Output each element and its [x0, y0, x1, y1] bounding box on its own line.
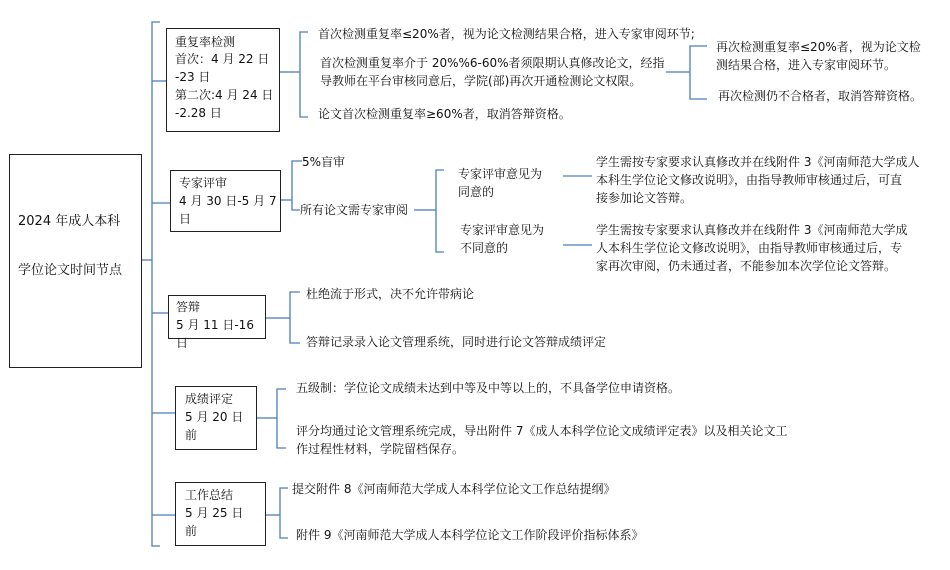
- node-expert-review: [170, 170, 281, 232]
- node5-item-attachment9: 附件 9《河南师范大学成人本科学位论文工作阶段评价指标体系》: [296, 528, 644, 542]
- node1-item-fail: 论文首次检测重复率≥60%者，取消答辩资格。: [318, 107, 571, 121]
- node3-item-record: 答辩记录录入论文管理系统，同时进行论文答辩成绩评定: [306, 335, 607, 349]
- node2-agree-line1: 专家评审意见为: [458, 167, 543, 181]
- node4-item-system-line1: 评分均通过论文管理系统完成，导出附件 7《成人本科学位论文成绩评定表》以及相关论文工: [296, 424, 788, 438]
- node1-sub-bracket: [690, 46, 707, 99]
- node2-disagree-line1: 专家评审意见为: [460, 223, 545, 237]
- node2-sub-bracket: [436, 170, 444, 252]
- node-duplicate-check: [166, 28, 280, 132]
- node4-bracket: [277, 389, 286, 448]
- node5-item-attachment8: 提交附件 8《河南师范大学成人本科学位论文工作总结提纲》: [292, 482, 616, 496]
- node5-date-suffix: 前: [185, 524, 198, 538]
- node2-disagree-desc-line1: 学生需按专家要求认真修改并在线附件 3《河南师范大学成: [596, 223, 908, 237]
- node2-agree-line2: 同意的: [458, 185, 495, 199]
- node3-date: 5 月 11 日-16 日: [176, 318, 254, 350]
- node3-bracket: [290, 292, 300, 343]
- node-grading: [175, 386, 257, 450]
- root-title-line2: 学位论文时间节点: [18, 263, 123, 278]
- node1-second-date-end: -2.28 日: [175, 106, 222, 120]
- node1-bracket: [300, 32, 308, 117]
- node4-item-system-line2: 作过程性材料，学院留档保存。: [296, 442, 465, 456]
- node4-date-suffix: 前: [185, 428, 198, 442]
- node2-date-end: 日: [179, 212, 192, 226]
- node2-title: 专家评审: [179, 176, 228, 190]
- node1-sub-pass-line2: 测结果合格，进入专家审阅环节。: [716, 58, 897, 72]
- root-node: [9, 154, 142, 368]
- node1-first-date: 首次：4 月 22 日: [175, 52, 270, 66]
- node-defense: [168, 295, 266, 350]
- node1-item-revise-line1: 首次检测重复率介于 20%%6-60%者须限期认真修改论文，经指: [320, 56, 665, 70]
- node5-bracket: [280, 488, 288, 538]
- node1-item-pass: 首次检测重复率≤20%者，视为论文检测结果合格，进入专家审阅环节;: [318, 27, 695, 41]
- node-work-summary: [175, 482, 266, 546]
- node2-agree-desc-line1: 学生需按专家要求认真修改并在线附件 3《河南师范大学成人: [596, 155, 920, 169]
- node2-date: 4 月 30 日-5 月 7: [179, 194, 277, 208]
- node3-title: 答辩: [176, 300, 201, 314]
- node5-title: 工作总结: [185, 488, 234, 502]
- root-bracket: [152, 22, 160, 546]
- node4-date: 5 月 20 日: [185, 410, 244, 424]
- node2-disagree-desc-line3: 家再次审阅，仍未通过者，不能参加本次学位论文答辩。: [596, 259, 897, 273]
- node5-date: 5 月 25 日: [185, 506, 244, 520]
- node1-item-revise-line2: 导教师在平台审核同意后，学院(部)再次开通检测论文权限。: [320, 74, 642, 88]
- node3-item-no-formality: 杜绝流于形式，决不允许带病论: [306, 287, 475, 301]
- node1-sub-pass-line1: 再次检测重复率≤20%者，视为论文检: [716, 40, 921, 54]
- node4-item-five-level: 五级制：学位论文成绩未达到中等及中等以上的，不具备学位申请资格。: [296, 381, 681, 395]
- node1-first-date-end: -23 日: [175, 70, 211, 84]
- node4-title: 成绩评定: [185, 392, 234, 406]
- node1-sub-fail: 再次检测仍不合格者，取消答辩资格。: [718, 89, 923, 103]
- node2-disagree-line2: 不同意的: [460, 241, 509, 255]
- node2-agree-desc-line2: 本科生学位论文修改说明》，由指导教师审核通过后，可直: [596, 173, 903, 187]
- node1-second-date: 第二次:4 月 24 日: [175, 88, 274, 102]
- node2-blind-review: 5%盲审: [302, 155, 346, 169]
- node2-disagree-desc-line2: 人本科生学位论文修改说明》，由指导教师审核通过后，专: [596, 241, 903, 255]
- node2-agree-desc-line3: 接参加论文答辩。: [596, 191, 693, 205]
- node2-all-review: 所有论文需专家审阅: [300, 203, 409, 217]
- root-title-line1: 2024 年成人本科: [18, 214, 121, 229]
- node1-title: 重复率检测: [175, 35, 236, 49]
